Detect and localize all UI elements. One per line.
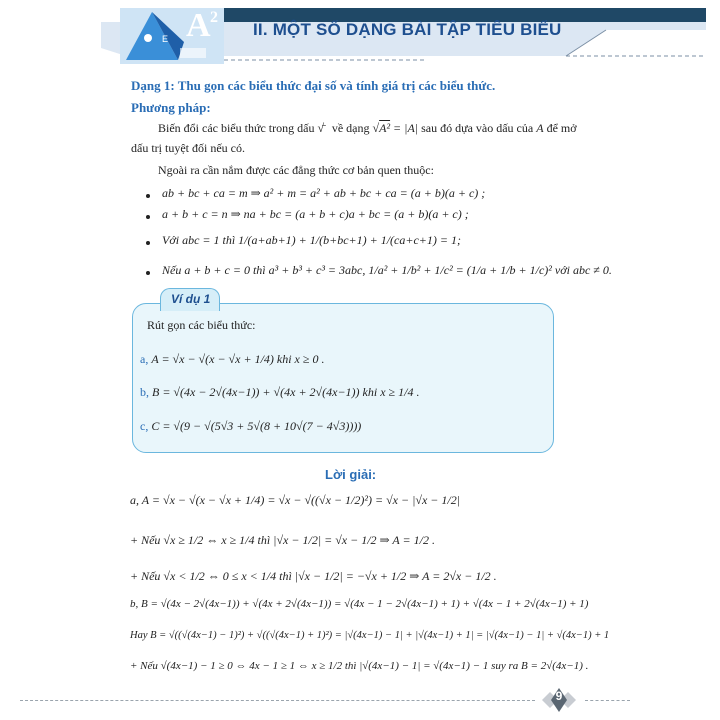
example-item-b: b, B = √(4x − 2√(4x−1)) + √(4x + 2√(4x−1)) khi x ≥ 1/4 . xyxy=(140,385,420,399)
solution-line-a-case1: + Nếu √x ≥ 1/2 ⇔ x ≥ 1/4 thì |√x − 1/2| = √x − 1/2 ⇒ A = 1/2 . xyxy=(130,533,435,547)
bullet-dot xyxy=(146,215,150,219)
solution-line-a: a, A = √x − √(x − √x + 1/4) = √x − √((√x − 1/2)²) = √x − |√x − 1/2| xyxy=(130,493,461,507)
footer-dotted-line xyxy=(585,700,630,701)
svg-text:A: A xyxy=(186,7,211,44)
math-decor-icon xyxy=(118,2,228,66)
method-paragraph-1: Biến đổi các biểu thức trong dấu √̄ về dạng √A² = |A| sau đó dựa vào dấu của A để mở xyxy=(158,121,577,135)
method-heading: Phương pháp: xyxy=(131,100,211,115)
bullet-dot xyxy=(146,194,150,198)
method-paragraph-2: Ngoài ra cần nắm được các đẳng thức cơ bản quen thuộc: xyxy=(158,163,434,177)
svg-text:2: 2 xyxy=(210,9,218,26)
example-tab: Ví dụ 1 xyxy=(160,288,220,311)
example-prompt: Rút gọn các biểu thức: xyxy=(147,318,256,332)
identity-4: Nếu a + b + c = 0 thì a³ + b³ + c³ = 3abc, 1/a² + 1/b² + 1/c² = (1/a + 1/b + 1/c)² với abc ≠ 0. xyxy=(162,263,612,277)
bullet-dot xyxy=(146,241,150,245)
page-number: 9 xyxy=(555,689,563,703)
footer-dotted-line xyxy=(20,700,535,701)
identity-2: a + b + c = n ⇒ na + bc = (a + b + c)a + bc = (a + b)(a + c) ; xyxy=(162,207,469,221)
example-item-c: c, C = √(9 − √(5√3 + 5√(8 + 10√(7 − 4√3)))) xyxy=(140,419,362,433)
page-title: II. MỘT SỐ DẠNG BÀI TẬP TIÊU BIỂU xyxy=(253,20,562,39)
solution-line-b-case1: + Nếu √(4x−1) − 1 ≥ 0 ⇔ 4x − 1 ≥ 1 ⇔ x ≥ 1/2 thì |√(4x−1) − 1| = √(4x−1) − 1 suy ra B = 2√(4x−1) . xyxy=(130,660,589,672)
section-heading: Dạng 1: Thu gọn các biểu thức đại số và tính giá trị các biểu thức. xyxy=(131,78,496,93)
example-item-a: a, A = √x − √(x − √x + 1/4) khi x ≥ 0 . xyxy=(140,352,325,366)
svg-text:E: E xyxy=(162,34,169,44)
identity-3: Với abc = 1 thì 1/(a+ab+1) + 1/(b+bc+1) + 1/(ca+c+1) = 1; xyxy=(162,233,461,247)
method-paragraph-1-cont: dấu trị tuyệt đối nếu có. xyxy=(131,141,245,155)
bullet-dot xyxy=(146,271,150,275)
solution-line-b-hay: Hay B = √((√(4x−1) − 1)²) + √((√(4x−1) + 1)²) = |√(4x−1) − 1| + |√(4x−1) + 1| = |√(4x−1) − 1| + √(4x−1) + 1 xyxy=(130,630,610,641)
solution-heading: Lời giải: xyxy=(325,467,377,482)
solution-line-b: b, B = √(4x − 2√(4x−1)) + √(4x + 2√(4x−1)) = √(4x − 1 − 2√(4x−1) + 1) + √(4x − 1 + 2√(4x−1) + 1) xyxy=(130,598,589,610)
identity-1: ab + bc + ca = m ⇒ a² + m = a² + ab + bc + ca = (a + b)(a + c) ; xyxy=(162,186,486,200)
solution-line-a-case2: + Nếu √x < 1/2 ⇔ 0 ≤ x < 1/4 thì |√x − 1/2| = −√x + 1/2 ⇒ A = 2√x − 1/2 . xyxy=(130,569,497,583)
